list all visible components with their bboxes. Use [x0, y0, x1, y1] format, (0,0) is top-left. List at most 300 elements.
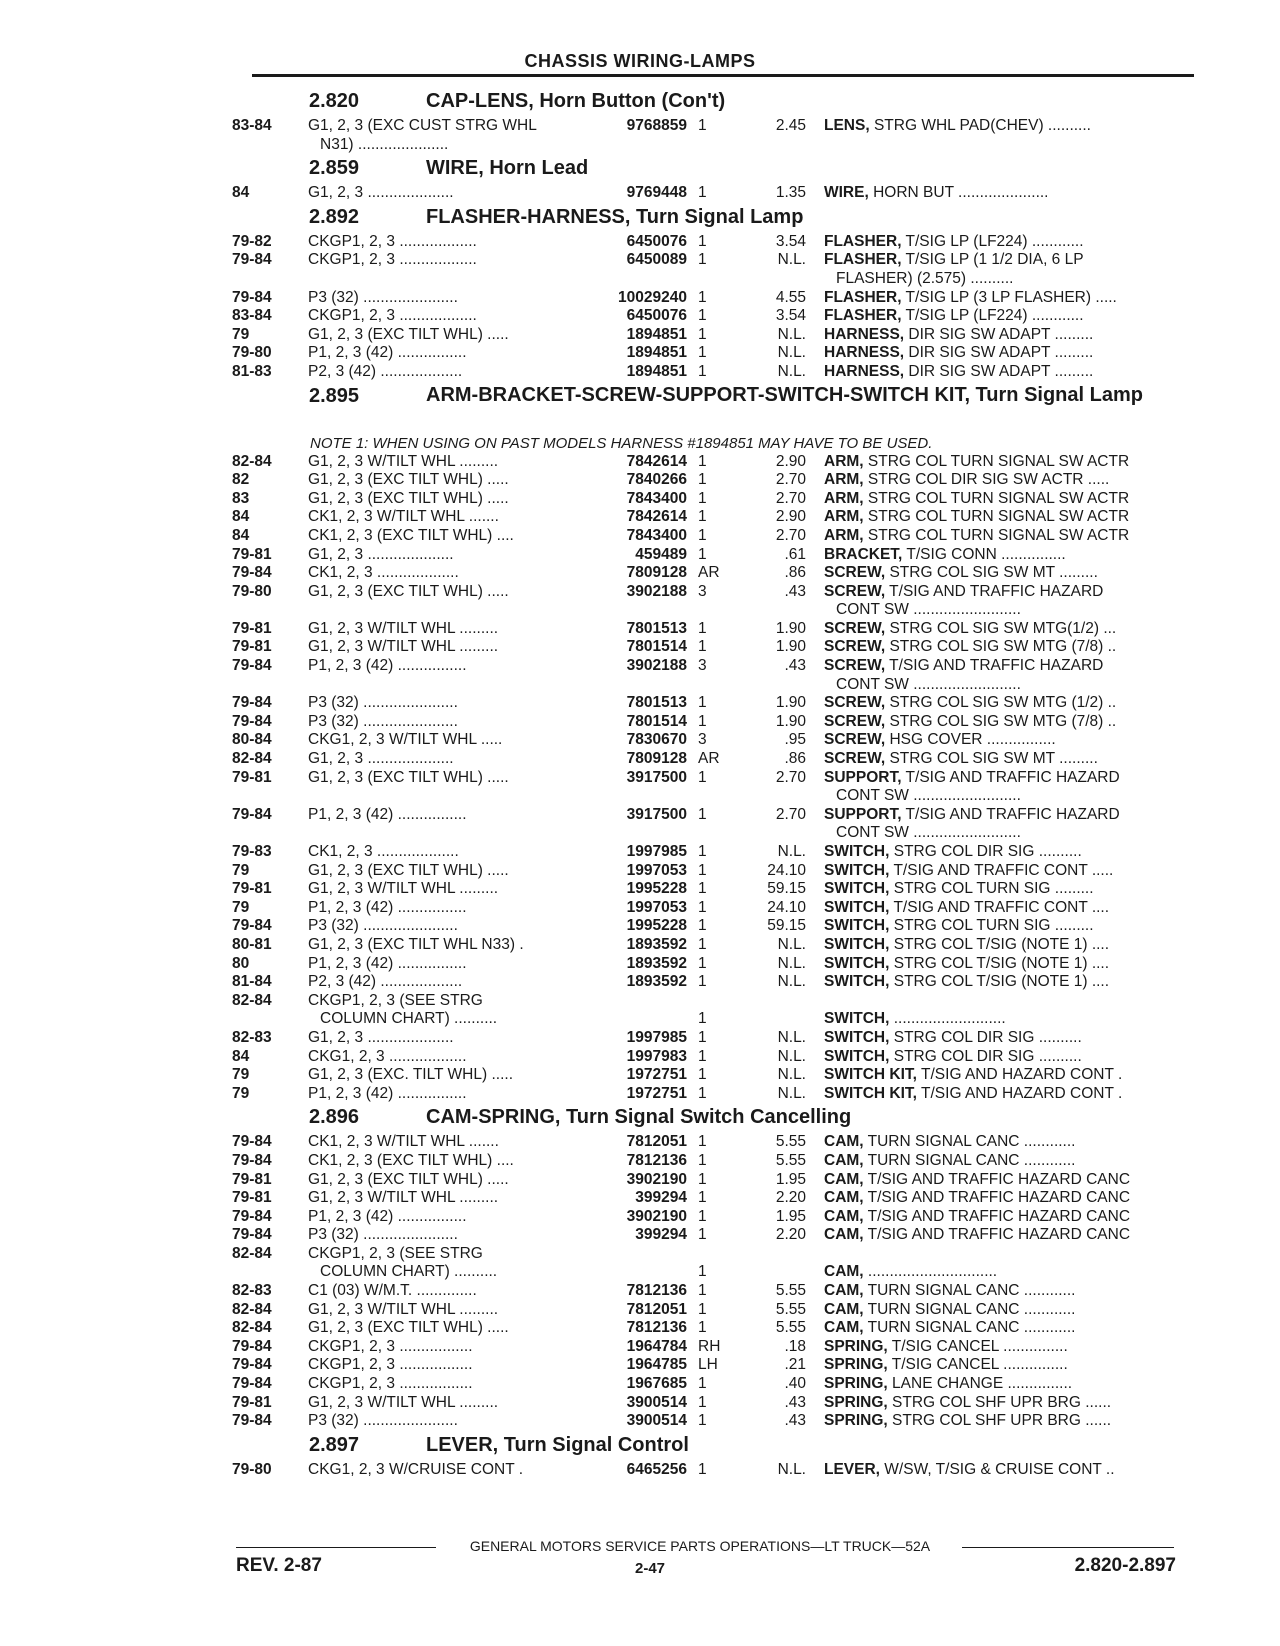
- price: 2.90: [775, 452, 806, 470]
- part-name: ARM,: [824, 508, 864, 526]
- part-description: [824, 564, 1202, 583]
- part-number: 1997985: [626, 843, 687, 860]
- model-year: 79-81: [232, 1189, 272, 1207]
- part-description: [824, 251, 1202, 288]
- part-description: [824, 1282, 1202, 1301]
- model-line: P2, 3 (42) ...................: [308, 973, 463, 991]
- part-name: SUPPORT,: [824, 768, 902, 786]
- model-application: [308, 1029, 568, 1048]
- price: 59.15: [767, 880, 806, 898]
- price: 2.70: [775, 526, 806, 544]
- description-line: [824, 1263, 997, 1280]
- part-detail: STRG COL TURN SIGNAL SW ACTR: [863, 489, 1130, 507]
- model-year: 79-81: [232, 638, 272, 656]
- model-line-continued: N31) .....................: [320, 135, 449, 153]
- model-line: G1, 2, 3 (EXC TILT WHL) .....: [308, 1170, 509, 1188]
- part-name: SPRING,: [824, 1393, 888, 1411]
- model-year: 79-81: [232, 1393, 272, 1411]
- price: 24.10: [767, 861, 806, 879]
- part-detail: T/SIG AND TRAFFIC CONT ....: [889, 898, 1110, 916]
- model-application: [308, 344, 568, 363]
- model-line: CKG1, 2, 3 W/CRUISE CONT .: [308, 1460, 524, 1478]
- part-name: SWITCH,: [824, 1010, 890, 1028]
- model-application: [308, 1066, 568, 1085]
- price: 2.20: [775, 1189, 806, 1207]
- model-line: G1, 2, 3 (EXC TILT WHL) .....: [308, 489, 509, 507]
- part-row: [232, 843, 1198, 862]
- part-detail: STRG COL SIG SW MT .........: [885, 564, 1098, 582]
- part-detail: TURN SIGNAL CANC ............: [863, 1282, 1076, 1300]
- model-application: [308, 289, 568, 308]
- quantity: 1: [698, 935, 707, 953]
- model-year: 83-84: [232, 307, 272, 325]
- part-name: SWITCH,: [824, 917, 890, 935]
- part-row: [232, 1461, 1198, 1480]
- model-line: P1, 2, 3 (42) ................: [308, 344, 467, 362]
- part-row: [232, 1133, 1198, 1152]
- part-detail: T/SIG AND HAZARD CONT .: [917, 1084, 1123, 1102]
- part-name: CAM,: [824, 1300, 864, 1318]
- part-description: [824, 490, 1202, 509]
- model-line: G1, 2, 3 (EXC TILT WHL) .....: [308, 471, 509, 489]
- quantity: 1: [698, 452, 707, 470]
- model-year: 79: [232, 325, 250, 343]
- part-name: SWITCH,: [824, 954, 890, 972]
- model-year: 83: [232, 489, 250, 507]
- part-number: 7830670: [626, 731, 687, 749]
- model-line: G1, 2, 3 ....................: [308, 545, 454, 563]
- part-name: SWITCH KIT,: [824, 1084, 917, 1102]
- price: 1.95: [775, 1207, 806, 1225]
- part-name: SCREW,: [824, 638, 886, 656]
- part-number: 1964785: [626, 1356, 687, 1374]
- price: 3.54: [775, 232, 806, 250]
- part-detail: STRG COL TURN SIGNAL SW ACTR: [863, 526, 1130, 544]
- part-detail: STRG COL DIR SIG ..........: [889, 1047, 1082, 1065]
- part-number: 1893592: [626, 954, 687, 972]
- part-row: [232, 620, 1198, 639]
- part-name: SWITCH,: [824, 1028, 890, 1046]
- part-name: CAM,: [824, 1189, 864, 1207]
- model-line: G1, 2, 3 W/TILT WHL .........: [308, 638, 499, 656]
- model-line: G1, 2, 3 W/TILT WHL .........: [308, 880, 499, 898]
- part-row: [232, 453, 1198, 472]
- part-detail: TURN SIGNAL CANC ............: [863, 1319, 1076, 1337]
- part-number: 6450076: [626, 232, 687, 250]
- quantity: 1: [698, 362, 707, 380]
- part-number: 6450076: [626, 307, 687, 325]
- part-description: [824, 750, 1202, 769]
- model-application: [308, 363, 568, 382]
- part-description: [824, 899, 1202, 918]
- model-line: P3 (32) ......................: [308, 712, 458, 730]
- model-line: P1, 2, 3 (42) ................: [308, 898, 467, 916]
- quantity: 1: [698, 1319, 707, 1337]
- quantity: 1: [698, 117, 707, 134]
- model-application: [308, 490, 568, 509]
- part-description: [824, 862, 1202, 881]
- part-detail: T/SIG CANCEL ...............: [887, 1337, 1068, 1355]
- quantity: 1: [698, 1170, 707, 1188]
- model-line: P3 (32) ......................: [308, 1412, 458, 1430]
- part-description: [824, 1245, 1202, 1282]
- part-name: SPRING,: [824, 1375, 888, 1393]
- part-description: [824, 1301, 1202, 1320]
- section-title: LEVER, Turn Signal Control: [426, 1433, 689, 1456]
- part-description: [824, 1152, 1202, 1171]
- model-line: G1, 2, 3 (EXC. TILT WHL) .....: [308, 1066, 513, 1084]
- part-number: 7812051: [626, 1300, 687, 1318]
- part-number: 3917500: [626, 768, 687, 786]
- part-row: [232, 1189, 1198, 1208]
- price: .40: [784, 1375, 806, 1393]
- section-number: 2.896: [309, 1106, 360, 1129]
- model-year: 82-84: [232, 1300, 272, 1318]
- model-year: 84: [232, 508, 250, 526]
- part-detail: T/SIG AND TRAFFIC HAZARD CANC: [863, 1226, 1131, 1244]
- model-application: [308, 546, 568, 565]
- part-detail: STRG COL SIG SW MT .........: [885, 750, 1098, 768]
- part-detail: STRG COL TURN SIG .........: [889, 880, 1094, 898]
- price: 1.90: [775, 638, 806, 656]
- model-line: P2, 3 (42) ...................: [308, 362, 463, 380]
- part-name: LENS,: [824, 117, 870, 134]
- model-line: CKGP1, 2, 3 (SEE STRG: [308, 1244, 483, 1262]
- model-application: [308, 1152, 568, 1171]
- model-line: P1, 2, 3 (42) ................: [308, 1084, 467, 1102]
- part-number: 3902190: [626, 1170, 687, 1188]
- model-application: [308, 453, 568, 472]
- part-row: [232, 955, 1198, 974]
- model-application: [308, 1208, 568, 1227]
- model-application: [308, 992, 568, 1029]
- quantity: 3: [698, 582, 707, 600]
- part-detail: STRG COL SIG SW MTG(1/2) ...: [885, 619, 1117, 637]
- quantity: 1: [698, 843, 707, 860]
- price: .43: [784, 657, 806, 675]
- part-number: 7843400: [626, 526, 687, 544]
- part-detail: HORN BUT .....................: [868, 184, 1049, 202]
- part-detail: TURN SIGNAL CANC ............: [863, 1151, 1076, 1169]
- quantity: 1: [698, 1151, 707, 1169]
- part-detail: STRG COL T/SIG (NOTE 1) ....: [889, 935, 1110, 953]
- part-number: 1964784: [626, 1337, 687, 1355]
- part-row: [232, 326, 1198, 345]
- part-number: 7812051: [626, 1133, 687, 1151]
- model-application: [308, 1319, 568, 1338]
- part-description: [824, 657, 1202, 694]
- price: 5.55: [775, 1133, 806, 1151]
- part-detail: T/SIG LP (LF224) ............: [901, 307, 1084, 325]
- quantity: 1: [698, 898, 707, 916]
- price: N.L.: [777, 954, 806, 972]
- part-number: 399294: [635, 1189, 687, 1207]
- part-number: 1972751: [626, 1084, 687, 1102]
- part-name: CAM,: [824, 1151, 864, 1169]
- part-description: [824, 1226, 1202, 1245]
- model-year: 79: [232, 1066, 250, 1084]
- part-description: [824, 363, 1202, 382]
- model-application: [308, 1338, 568, 1357]
- model-year: 79-84: [232, 712, 272, 730]
- model-year: 79-81: [232, 619, 272, 637]
- price: N.L.: [777, 325, 806, 343]
- part-row: [232, 1356, 1198, 1375]
- part-row: [232, 862, 1198, 881]
- part-detail: STRG COL DIR SIG ..........: [889, 843, 1082, 860]
- part-name: SWITCH,: [824, 973, 890, 991]
- part-detail: STRG COL DIR SIG ..........: [889, 1028, 1082, 1046]
- quantity: 1: [698, 1047, 707, 1065]
- part-description: [824, 1133, 1202, 1152]
- model-application: [308, 769, 568, 788]
- part-number: 1995228: [626, 880, 687, 898]
- price: .21: [784, 1356, 806, 1374]
- part-detail: T/SIG AND HAZARD CONT .: [917, 1066, 1123, 1084]
- quantity: 1: [698, 1460, 707, 1478]
- part-number: 7801513: [626, 619, 687, 637]
- part-number: 6450089: [626, 251, 687, 269]
- part-detail: T/SIG LP (LF224) ............: [901, 232, 1084, 250]
- model-application: [308, 564, 568, 583]
- part-row: [232, 1338, 1198, 1357]
- model-application: [308, 899, 568, 918]
- part-description: [824, 344, 1202, 363]
- part-number: 1995228: [626, 917, 687, 935]
- part-description: [824, 508, 1202, 527]
- part-number: 1997053: [626, 898, 687, 916]
- part-row: [232, 1208, 1198, 1227]
- price: 2.45: [775, 117, 806, 134]
- quantity: 1: [698, 1412, 707, 1430]
- quantity: 1: [698, 1084, 707, 1102]
- part-number: 3902188: [626, 582, 687, 600]
- section-number: 2.897: [309, 1433, 360, 1456]
- part-description: [824, 1029, 1202, 1048]
- part-description: [824, 527, 1202, 546]
- model-line: CKGP1, 2, 3 ..................: [308, 251, 477, 269]
- part-detail: HSG COVER ................: [885, 731, 1056, 749]
- price: 5.55: [775, 1151, 806, 1169]
- description-continued: CONT SW .........................: [836, 675, 1021, 693]
- part-row: [232, 750, 1198, 769]
- part-name: SCREW,: [824, 564, 886, 582]
- part-name: CAM,: [824, 1282, 864, 1300]
- model-line: CKG1, 2, 3 W/TILT WHL .....: [308, 731, 503, 749]
- model-application: [308, 233, 568, 252]
- part-number: 3900514: [626, 1393, 687, 1411]
- quantity: 1: [698, 1226, 707, 1244]
- model-year: 79-84: [232, 1207, 272, 1225]
- part-name: BRACKET,: [824, 545, 903, 563]
- part-row: [232, 233, 1198, 252]
- model-year: 79-84: [232, 1337, 272, 1355]
- part-description: [824, 546, 1202, 565]
- part-detail: T/SIG AND TRAFFIC HAZARD: [901, 805, 1120, 823]
- model-application: [308, 1048, 568, 1067]
- part-description: [824, 620, 1202, 639]
- part-row: [232, 731, 1198, 750]
- part-name: CAM,: [824, 1133, 864, 1151]
- model-line: P3 (32) ......................: [308, 288, 458, 306]
- price: N.L.: [777, 362, 806, 380]
- part-description: [824, 1375, 1202, 1394]
- model-line: CK1, 2, 3 (EXC TILT WHL) ....: [308, 1151, 514, 1169]
- part-row: [232, 973, 1198, 992]
- quantity: 1: [698, 489, 707, 507]
- part-detail: STRG COL TURN SIGNAL SW ACTR: [863, 452, 1130, 470]
- model-application: [308, 1356, 568, 1375]
- quantity: 1: [698, 1300, 707, 1318]
- section-note: NOTE 1: WHEN USING ON PAST MODELS HARNESS #1894851 MAY HAVE TO BE USED.: [310, 434, 933, 452]
- model-application: [308, 1085, 568, 1104]
- model-year: 81-83: [232, 362, 272, 380]
- part-name: SCREW,: [824, 712, 886, 730]
- part-detail: STRG COL SIG SW MTG (7/8) ..: [885, 712, 1117, 730]
- part-row: [232, 363, 1198, 382]
- model-line: CKGP1, 2, 3 .................: [308, 1375, 473, 1393]
- quantity: 1: [698, 307, 707, 325]
- model-year: 82-84: [232, 750, 272, 768]
- part-row: [232, 1375, 1198, 1394]
- model-year: 79: [232, 898, 250, 916]
- part-description: [824, 326, 1202, 345]
- model-line: G1, 2, 3 W/TILT WHL .........: [308, 1393, 499, 1411]
- footer-page-number: 2-47: [634, 1560, 666, 1577]
- section-number: 2.895: [309, 384, 360, 407]
- quantity: 1: [698, 545, 707, 563]
- part-description: [824, 917, 1202, 936]
- section-number: 2.820: [309, 90, 360, 112]
- part-description: [824, 880, 1202, 899]
- part-name: CAM,: [824, 1226, 864, 1244]
- model-application: [308, 1171, 568, 1190]
- part-detail: T/SIG AND TRAFFIC HAZARD: [885, 582, 1104, 600]
- part-description: [824, 583, 1202, 620]
- part-detail: STRG COL T/SIG (NOTE 1) ....: [889, 954, 1110, 972]
- part-number: 1997985: [626, 1028, 687, 1046]
- part-number: 9769448: [626, 184, 687, 202]
- part-detail: T/SIG CANCEL ...............: [887, 1356, 1068, 1374]
- model-year: 79: [232, 1084, 250, 1102]
- model-line: CK1, 2, 3 (EXC TILT WHL) ....: [308, 526, 514, 544]
- model-year: 79-84: [232, 288, 272, 306]
- model-year: 79-82: [232, 232, 272, 250]
- model-year: 84: [232, 526, 250, 544]
- part-name: SCREW,: [824, 731, 886, 749]
- model-application: [308, 184, 568, 203]
- model-line: G1, 2, 3 (EXC TILT WHL) .....: [308, 861, 509, 879]
- section-title: WIRE, Horn Lead: [426, 157, 589, 180]
- part-row: [232, 527, 1198, 546]
- part-number: 7812136: [626, 1282, 687, 1300]
- part-number: 10029240: [618, 288, 687, 306]
- quantity: 1: [698, 1375, 707, 1393]
- price: N.L.: [777, 843, 806, 860]
- part-description: [824, 806, 1202, 843]
- part-name: SPRING,: [824, 1356, 888, 1374]
- model-line: G1, 2, 3 ....................: [308, 750, 454, 768]
- model-line: CK1, 2, 3 W/TILT WHL .......: [308, 508, 499, 526]
- part-name: WIRE,: [824, 184, 869, 202]
- part-detail: ..............................: [863, 1263, 998, 1281]
- part-row: [232, 1085, 1198, 1104]
- part-description: [824, 471, 1202, 490]
- part-number: 1997983: [626, 1047, 687, 1065]
- part-detail: ..........................: [889, 1010, 1006, 1028]
- part-name: SCREW,: [824, 619, 886, 637]
- model-year: 79-80: [232, 582, 272, 600]
- section-title: CAM-SPRING, Turn Signal Switch Cancelling: [426, 1106, 852, 1129]
- price: N.L.: [777, 344, 806, 362]
- price: 5.55: [775, 1282, 806, 1300]
- model-application: [308, 1133, 568, 1152]
- footer-section-range: 2.820-2.897: [1074, 1555, 1176, 1576]
- quantity: 1: [698, 1133, 707, 1151]
- model-line-continued: COLUMN CHART) ..........: [320, 1263, 498, 1281]
- part-name: SWITCH,: [824, 1047, 890, 1065]
- quantity: 1: [698, 184, 707, 202]
- model-application: [308, 1245, 568, 1282]
- model-year: 83-84: [232, 117, 272, 134]
- part-description: [824, 1394, 1202, 1413]
- model-year: 82-84: [232, 1319, 272, 1337]
- model-application: [308, 955, 568, 974]
- section-title: ARM-BRACKET-SCREW-SUPPORT-SWITCH-SWITCH KIT, Turn Signal Lamp: [426, 383, 1143, 406]
- part-name: CAM,: [824, 1263, 864, 1281]
- model-line: CKGP1, 2, 3 (SEE STRG: [308, 991, 483, 1009]
- part-row: [232, 490, 1198, 509]
- model-line: G1, 2, 3 W/TILT WHL .........: [308, 452, 499, 470]
- model-application: [308, 862, 568, 881]
- part-description: [824, 1356, 1202, 1375]
- price: 1.90: [775, 712, 806, 730]
- quantity: 1: [698, 526, 707, 544]
- part-description: [824, 936, 1202, 955]
- part-description: [824, 453, 1202, 472]
- price: N.L.: [777, 1066, 806, 1084]
- price: 1.90: [775, 694, 806, 712]
- part-detail: STRG COL DIR SIG SW ACTR .....: [863, 471, 1110, 489]
- part-name: SCREW,: [824, 750, 886, 768]
- part-detail: T/SIG LP (1 1/2 DIA, 6 LP: [901, 251, 1084, 269]
- quantity: 1: [698, 251, 707, 269]
- part-name: SPRING,: [824, 1412, 888, 1430]
- price: .18: [784, 1337, 806, 1355]
- price: .86: [784, 750, 806, 768]
- part-number: 7840266: [626, 471, 687, 489]
- parts-listing: [232, 87, 1198, 1479]
- part-detail: T/SIG CONN ...............: [902, 545, 1066, 563]
- part-row: [232, 546, 1198, 565]
- model-application: [308, 713, 568, 732]
- price: 2.70: [775, 768, 806, 786]
- model-application: [308, 936, 568, 955]
- section-heading: [232, 382, 1198, 434]
- model-year: 82-83: [232, 1282, 272, 1300]
- quantity: 1: [698, 880, 707, 898]
- quantity: 1: [698, 768, 707, 786]
- part-row: [232, 1029, 1198, 1048]
- part-name: SPRING,: [824, 1337, 888, 1355]
- part-row: [232, 289, 1198, 308]
- model-line: G1, 2, 3 (EXC TILT WHL) .....: [308, 325, 509, 343]
- part-description: [824, 1171, 1202, 1190]
- price: N.L.: [777, 1047, 806, 1065]
- description-continued: CONT SW .........................: [836, 824, 1021, 842]
- part-number: 3902188: [626, 657, 687, 675]
- part-row: [232, 1066, 1198, 1085]
